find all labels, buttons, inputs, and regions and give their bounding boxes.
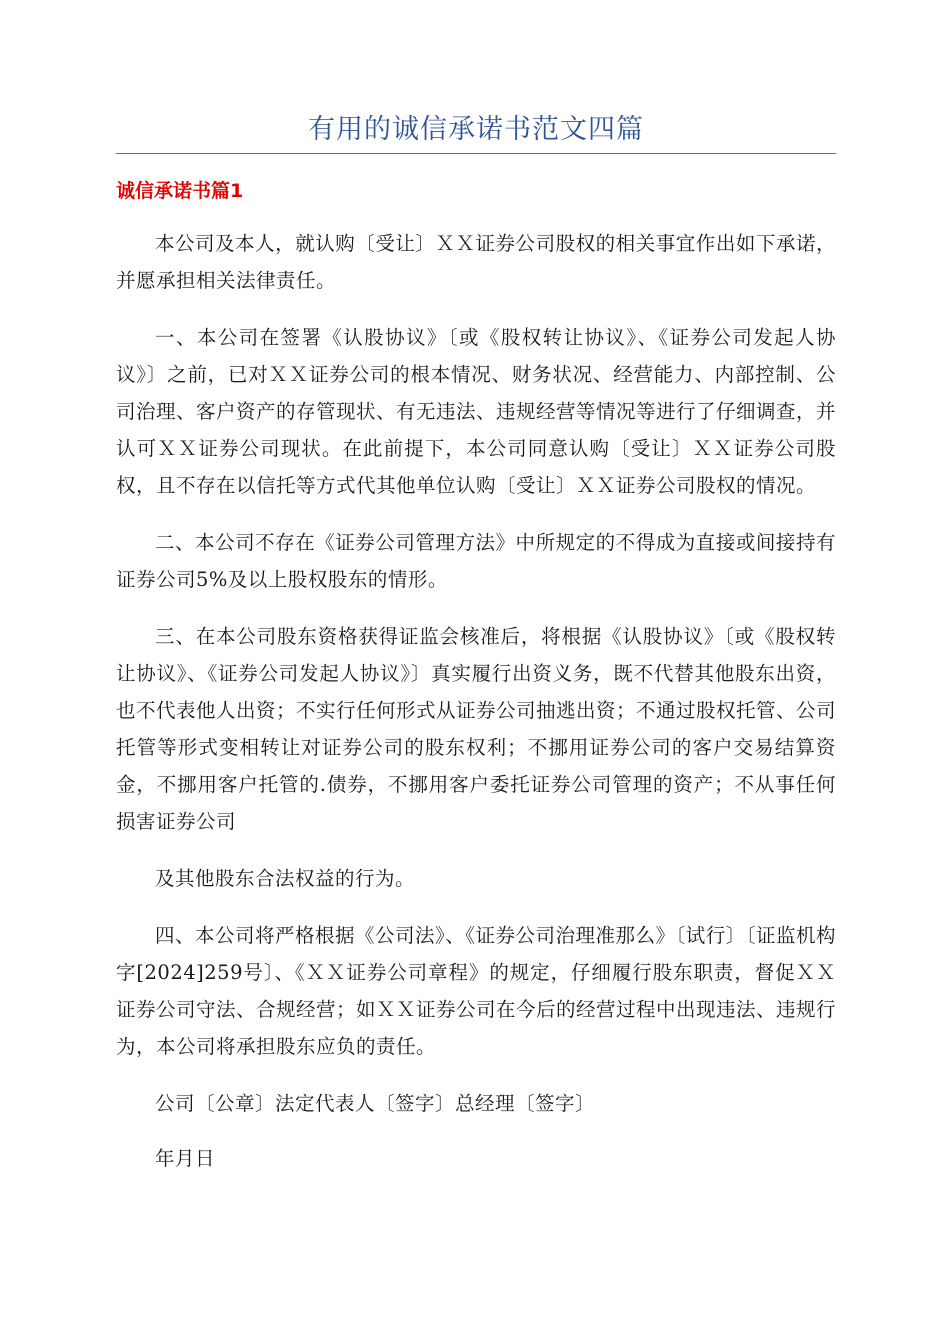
document-title: 有用的诚信承诺书范文四篇 (308, 114, 644, 145)
title-underline (116, 153, 836, 154)
paragraph-clause-1: 一、本公司在签署《认股协议》〔或《股权转让协议》、《证券公司发起人协议》〕之前，已对ＸＸ证券公司的根本情况、财务状况、经营能力、内部控制、公司治理、客户资产的存管现状、有无违法、违规经营等情况等进行了仔细调查，并认可ＸＸ证券公司现状。在此前提下，本公司同意认购〔受让〕ＸＸ证券公司股权，且不存在以信托等方式代其他单位认购〔受让〕ＸＸ证券公司股权的情况。 (116, 326, 837, 497)
paragraph-clause-4: 四、本公司将严格根据《公司法》、《证券公司治理准那么》〔试行〕〔证监机构字[2024]259号〕、《ＸＸ证券公司章程》的规定，仔细履行股东职责，督促ＸＸ证券公司守法、合规经营；如ＸＸ证券公司在今后的经营过程中出现违法、违规行为，本公司将承担股东应负的责任。 (116, 924, 837, 1058)
paragraph-intro: 本公司及本人，就认购〔受让〕ＸＸ证券公司股权的相关事宜作出如下承诺，并愿承担相关法律责任。 (116, 232, 836, 292)
paragraph-clause-2: 二、本公司不存在《证券公司管理方法》中所规定的不得成为直接或间接持有证券公司5%及以上股权股东的情形。 (116, 531, 836, 591)
paragraph-clause-3-continued: 及其他股东合法权益的行为。 (155, 867, 416, 890)
paragraph-clause-3: 三、在本公司股东资格获得证监会核准后，将根据《认股协议》〔或《股权转让协议》、《证券公司发起人协议》〕真实履行出资义务，既不代替其他股东出资，也不代表他人出资；不实行任何形式从证券公司抽逃出资；不通过股权托管、公司托管等形式变相转让对证券公司的股东权利；不挪用证券公司的客户交易结算资金，不挪用客户托管的.债券，不挪用客户委托证券公司管理的资产；不从事任何损害证券公司 (116, 625, 837, 833)
document-body (116, 225, 836, 1197)
date-line: 年月日 (155, 1147, 216, 1170)
signature-line: 公司〔公章〕法定代表人〔签字〕总经理〔签字〕 (155, 1092, 596, 1115)
section-heading: 诚信承诺书篇1 (116, 180, 244, 202)
